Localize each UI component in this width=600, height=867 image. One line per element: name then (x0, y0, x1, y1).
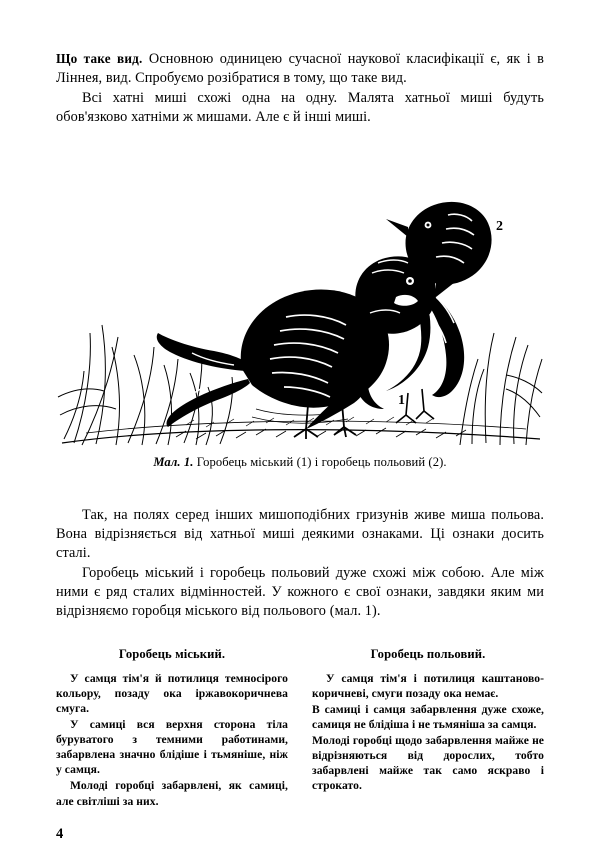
figure-marker-1: 1 (398, 393, 405, 408)
list-item: У самця тім'я і потилиця каштаново-коричневі, смуги позаду ока немає. (312, 672, 544, 701)
list-item: В самиці і самця забарвлення дуже схоже, самиця не блідіша і не тьмяніша за самця. (312, 703, 544, 732)
section-what-is-species (56, 50, 544, 127)
section-after-figure (56, 506, 544, 621)
figure-caption-text: Горобець міський (1) і горобець польовий (2). (196, 455, 447, 469)
figure-caption-label: Мал. 1. (153, 455, 194, 469)
column-house-sparrow-title: Горобець міський. (118, 647, 226, 661)
list-item: Молоді горобці забарвлені, як самиці, але світліші за них. (56, 779, 288, 808)
page-content (56, 50, 544, 810)
column-house-sparrow (56, 647, 300, 810)
figure-caption (56, 455, 544, 470)
paragraph-mice: Всі хатні миші схожі одна на одну. Малята хатньої миші будуть обов'язково хатніми ж мишами. Але є й інші миші. (56, 90, 544, 125)
figure-image (56, 157, 544, 447)
page-number: 4 (56, 826, 64, 842)
sparrows-illustration (56, 157, 544, 447)
paragraph-definition-text: Основною одиницею сучасної наукової класифікації є, як і в Ліннея, вид. Спробуємо розібратися в тому, що таке вид. (56, 51, 544, 86)
comparison-table (56, 647, 544, 810)
side-heading: Що таке вид. (56, 51, 143, 66)
column-field-sparrow-title: Горобець польовий. (370, 647, 486, 661)
paragraph-field-mouse: Так, на полях серед інших мишоподібних гризунів живе миша польова. Вона відрізняється від хатньої миші деякими ознаками. Ці ознаки досить сталі. (56, 507, 544, 561)
figure-sparrows (56, 157, 544, 470)
list-item: У самця тім'я й потилиця темносірого кольору, позаду ока іржавокоричнева смуга. (56, 672, 288, 716)
list-item: Молоді горобці щодо забарвлення майже не відрізняються від дорослих, тобто забарвлені майже так само яскраво і строкато. (312, 734, 544, 793)
figure-marker-2: 2 (496, 219, 503, 234)
paragraph-sparrows: Горобець міський і горобець польовий дуже схожі між собою. Але між ними є ряд сталих відмінностей. У кожного є свої ознаки, завдяки яким ми відрізняємо горобця міського від польового (мал. 1). (56, 565, 544, 619)
list-item: У самиці вся верхня сторона тіла буруватого з темними работинами, забарвлена значно блідіше і тьмяніше, ніж у самця. (56, 718, 288, 777)
paragraph-definition (56, 50, 544, 88)
column-field-sparrow (300, 647, 544, 810)
